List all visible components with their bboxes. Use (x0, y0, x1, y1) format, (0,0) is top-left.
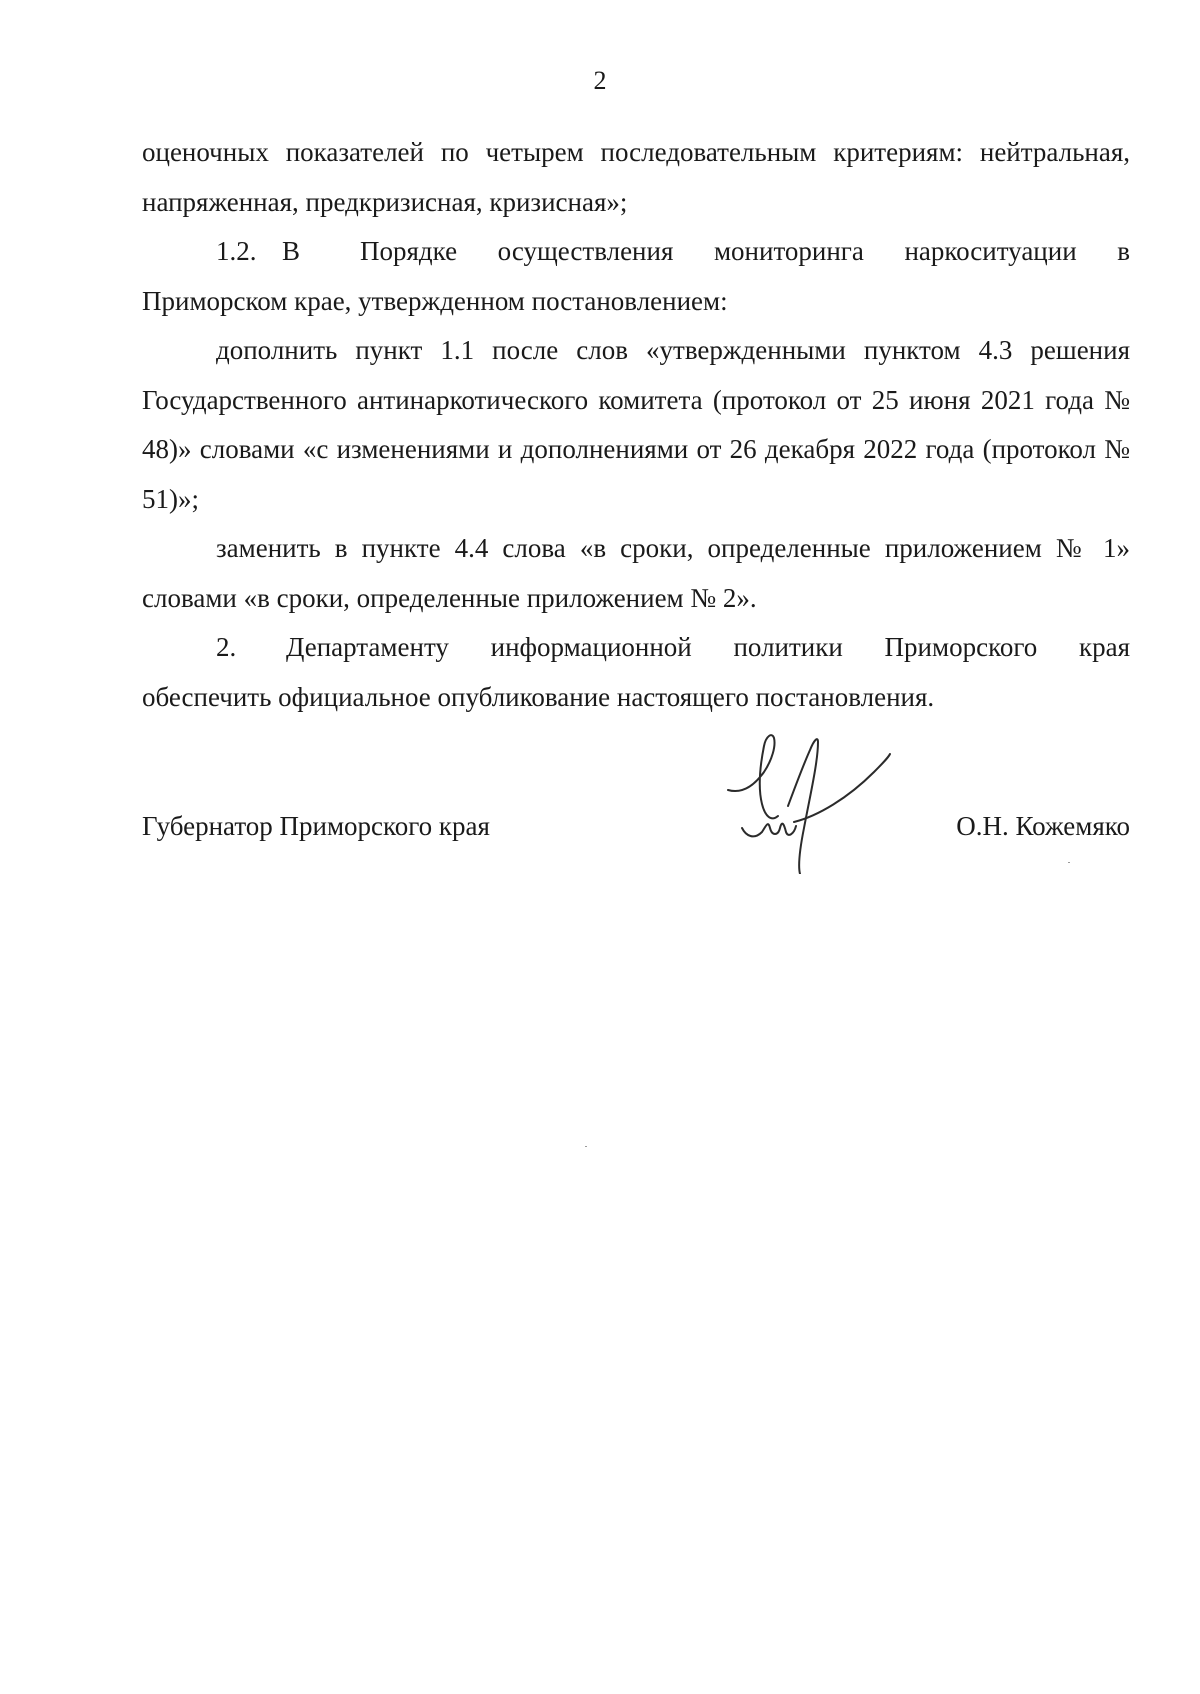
handwritten-signature (718, 724, 898, 874)
scan-speck (1068, 862, 1070, 863)
paragraph-line: Приморском крае, утвержденном постановлением: (142, 285, 728, 316)
document-body (142, 128, 1130, 722)
item-2 (142, 623, 1130, 673)
item-heading-text: Порядке осуществления мониторинга наркоситуации в (360, 236, 1130, 266)
item-preposition: В (282, 236, 301, 266)
item-heading-text: Департаменту информационной политики Приморского края (286, 632, 1130, 662)
signer-name: О.Н. Кожемяко (956, 811, 1130, 841)
item-1-2 (142, 227, 1130, 277)
paragraph-amend-4-4: заменить в пункте 4.4 слова «в сроки, определенные приложением № 1» словами «в сроки, определенные приложением № 2». (142, 533, 1130, 613)
paragraph-line: напряженная, предкризисная, кризисная»; (142, 186, 628, 217)
signer-position: Губернатор Приморского края (142, 811, 490, 841)
paragraph-line: обеспечить официальное опубликование настоящего постановления. (142, 681, 935, 712)
paragraph-line: оценочных показателей по четырем последовательным критериям: нейтральная, (142, 137, 1130, 167)
paragraph-continuation-end (142, 178, 1130, 228)
page-number: 2 (593, 66, 607, 95)
paragraph-continuation (142, 128, 1130, 178)
scan-speck (585, 1146, 587, 1147)
item-number: 1.2. (216, 236, 257, 266)
paragraph-amend-1-1: дополнить пункт 1.1 после слов «утвержденными пунктом 4.3 решения Государственного антинаркотического комитета (протокол от 25 июня 2021 года № 48)» словами «с изменениями и дополнениями от 26 декабря 2022 года (протокол № 51)»; (142, 335, 1130, 514)
item-1-2-continuation (142, 277, 1130, 327)
item-2-continuation (142, 673, 1130, 723)
item-number: 2. (216, 632, 237, 662)
